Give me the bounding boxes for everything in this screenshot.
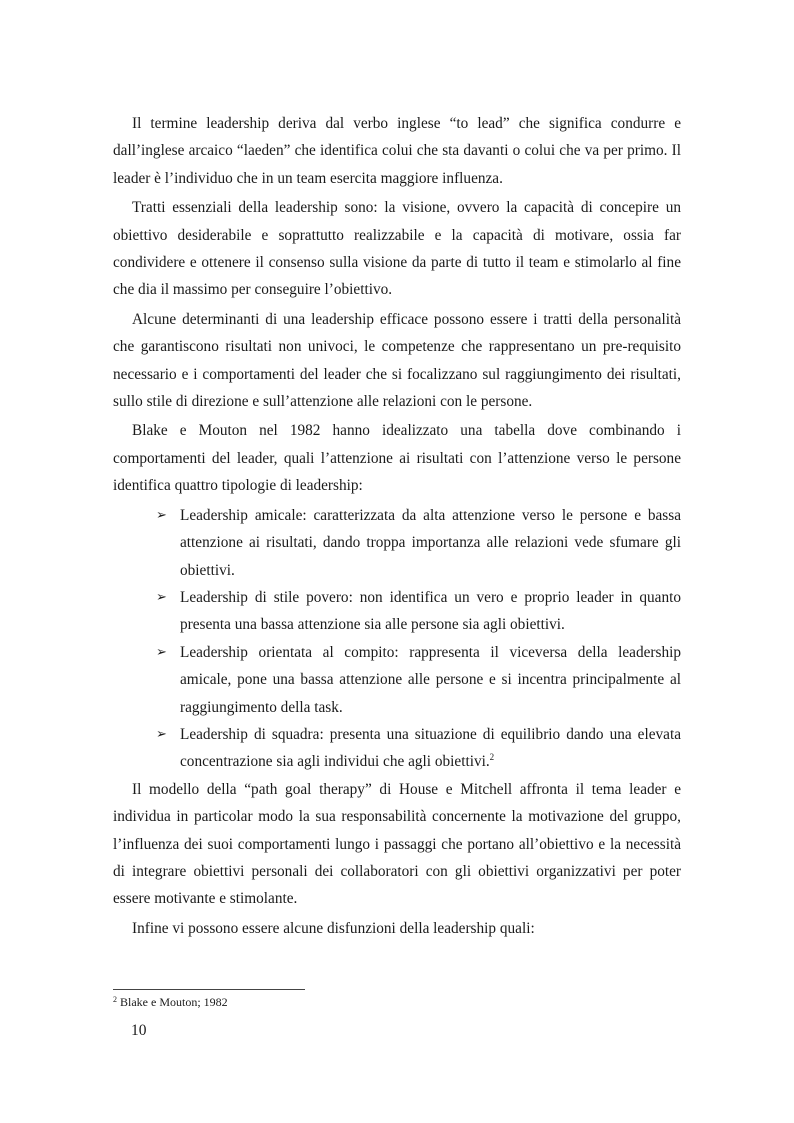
footnote-marker: 2 bbox=[113, 995, 117, 1004]
paragraph-dysfunctions-intro: Infine vi possono essere alcune disfunzioni della leadership quali: bbox=[132, 919, 535, 937]
list-item-text: Leadership di squadra: presenta una situazione di equilibrio dando una elevata concentrazione sia agli individui che agli obiettivi. bbox=[180, 725, 681, 771]
page-body bbox=[113, 110, 681, 942]
paragraph-path-goal-theory: Il modello della “path goal therapy” di House e Mitchell affronta il tema leader e individua in particolar modo la sua responsabilità concernente la motivazione del gruppo, l’influenza dei suoi comportamenti lungo i passaggi che portano all’obiettivo e la necessità di integrare obiettivi personali dei collaboratori con gli obiettivi organizzativi per poter essere motivante e stimolante. bbox=[113, 780, 681, 908]
arrow-bullet-icon: ➢ bbox=[156, 589, 167, 605]
arrow-bullet-icon: ➢ bbox=[156, 726, 167, 742]
footnote-reference[interactable]: 2 bbox=[489, 752, 495, 763]
paragraph-leadership-definition: Il termine leadership deriva dal verbo inglese “to lead” che significa condurre e dall’inglese arcaico “laeden” che identifica colui che sta davanti o colui che va per primo. Il leader è l’individuo che in un team esercita maggiore influenza. bbox=[113, 115, 681, 187]
list-item-text: Leadership di stile povero: non identifica un vero e proprio leader in quanto presenta una bassa attenzione sia alle persone sia agli obiettivi. bbox=[180, 588, 681, 634]
list-item bbox=[156, 639, 681, 721]
list-item-text: Leadership amicale: caratterizzata da alta attenzione verso le persone e bassa attenzione ai risultati, dando troppa importanza alle relazioni vede sfumare gli obiettivi. bbox=[180, 506, 681, 579]
paragraph-blake-mouton: Blake e Mouton nel 1982 hanno idealizzato una tabella dove combinando i comportamenti del leader, quali l’attenzione ai risultati con l’attenzione verso le persone identifica quattro tipologie di leadership: bbox=[113, 422, 681, 495]
list-item bbox=[156, 584, 681, 639]
footnote-divider bbox=[113, 989, 305, 990]
list-item bbox=[156, 721, 681, 776]
arrow-bullet-icon: ➢ bbox=[156, 507, 167, 523]
footnote-text: Blake e Mouton; 1982 bbox=[120, 995, 228, 1009]
list-item bbox=[156, 502, 681, 584]
paragraph-leadership-determinants: Alcune determinanti di una leadership efficace possono essere i tratti della personalità che garantiscono risultati non univoci, le competenze che rappresentano un pre-requisito necessario e i comportamenti del leader che si focalizzano sul raggiungimento dei risultati, sullo stile di direzione e sull’attenzione alle relazioni con le persone. bbox=[113, 310, 681, 411]
arrow-bullet-icon: ➢ bbox=[156, 644, 167, 660]
page-number: 10 bbox=[131, 1022, 147, 1039]
leadership-types-list bbox=[113, 502, 681, 776]
footnote bbox=[113, 994, 228, 1010]
list-item-text: Leadership orientata al compito: rappresenta il viceversa della leadership amicale, pone una bassa attenzione alle persone e si incentra principalmente al raggiungimento della task. bbox=[180, 643, 681, 716]
paragraph-leadership-traits: Tratti essenziali della leadership sono: la visione, ovvero la capacità di concepire un obiettivo desiderabile e soprattutto realizzabile e la capacità di motivare, ossia far condividere e ottenere il consenso sulla visione da parte di tutto il team e stimolarlo al fine che dia il massimo per conseguire l’obiettivo. bbox=[113, 199, 681, 299]
